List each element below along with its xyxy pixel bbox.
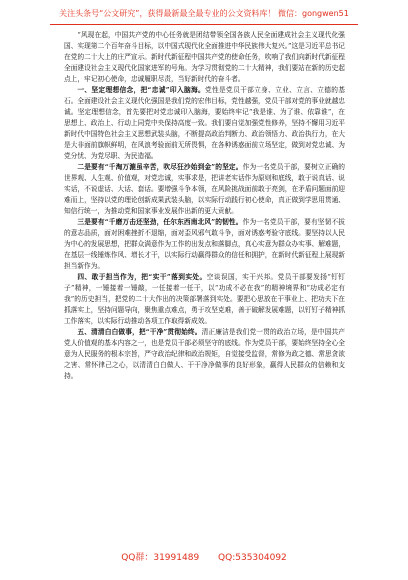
footer-qq: QQ:535304092 — [218, 553, 287, 563]
paragraph-section-5 — [64, 327, 345, 382]
paragraph-section-4 — [64, 272, 345, 327]
section-5-text: 清正廉洁是我们党一贯的政治立场，是中国共产党人价值观的基本内容之一，也是党员干部必须坚守的底线。作为党员干部，要始终坚持全心全意为人民服务的根本宗旨，严守政治纪律和政治规矩，自觉接受监督，常修为政之德、常思贪欲之害、常怀律己之心，以清清白白做人、干干净净做事的良好形象，赢得人民群众的信赖和支持。 — [64, 328, 345, 380]
section-3-heading: 三是要有“千磨万击还坚劲，任尔东西南北风”的韧性。 — [77, 218, 243, 226]
footer-qq-group: QQ群：31991489 — [121, 553, 200, 563]
footer-contact — [50, 551, 358, 565]
paragraph-section-2 — [64, 162, 345, 217]
section-2-heading: 二是要有“千淘万漉虽辛苦，吹尽狂沙始到金”的坚定。 — [77, 163, 243, 171]
section-2-text: 作为一名党员干部，要树立正确的世界观、人生观、价值观，对党忠诚，实事求是，把讲老实话作为原则和底线，敢于说真话、说实话，不说虚话、大话、套话。要增强斗争本领，在风险挑战面前敢于亮剑，在矛盾问题面前迎难而上，坚持以党的理论创新成果武装头脑，以实际行动践行初心使命，真正做到学思用贯通、知信行统一，为推动党和国家事业发展作出新的更大贡献。 — [64, 163, 345, 215]
paragraph-section-1 — [64, 85, 345, 162]
document-body — [64, 30, 345, 540]
paragraph-section-3 — [64, 217, 345, 272]
section-4-heading: 四、敢于担当作为，把“实干”落到实处。 — [77, 273, 207, 281]
section-1-text: 党性是党员干部立身、立业、立言、立德的基石。全面建设社会主义现代化强国是我们党的宏伟目标，党性越强，党员干部对党的事业就越忠诚。坚定理想信念，首先要把对党忠诚印入脑海，要始终牢记“我是谁、为了谁、依靠谁”，在思想上、政治上、行动上同党中央保持高度一致。我们要自觉加强党性修养，坚持不懈用习近平新时代中国特色社会主义思想武装头脑，不断提高政治判断力、政治领悟力、政治执行力，在大是大非面前旗帜鲜明，在风浪考验面前无所畏惧，在各种诱惑面前立场坚定，做到对党忠诚、为党分忧、为党尽职、为民造福。 — [64, 86, 345, 160]
section-3-text: 作为一名党员干部，要有坚韧不拔的意志品质，面对困难挫折不退缩，面对歪风邪气敢斗争，面对诱惑考验守底线。要坚持以人民为中心的发展思想，把群众满意作为工作的出发点和落脚点，真心实意为群众办实事、解难题，在基层一线锤炼作风、增长才干，以实际行动赢得群众的信任和拥护，在新时代新征程上展现新担当新作为。 — [64, 218, 345, 270]
paragraph-intro: “风现在起，中国共产党的中心任务就是团结带领全国各族人民全面建成社会主义现代化强国、实现第二个百年奋斗目标，以中国式现代化全面推进中华民族伟大复兴。”这是习近平总书记在党的二十大上的庄严宣示。新时代新征程中国共产党的使命任务，吹响了我们向新时代新征程全面建设社会主义现代化国家进军的号角。为学习贯彻党的二十大精神，我们要站在新的历史起点上，牢记初心使命，忠诚履职尽责，当好新时代的奋斗者。 — [64, 31, 345, 83]
section-4-text: 空谈误国，实干兴邦。党员干部要发扬“钉钉子”精神，一锤接着一锤敲，一任接着一任干，以“功成不必在我”的精神境界和“功成必定有我”的历史担当，把党的二十大作出的决策部署落到实处。要把心思放在干事业上、把功夫下在抓落实上，坚持问题导向，聚焦重点难点，勇于攻坚克难，善于破解发展难题，以钉钉子精神抓工作落实，以实际行动推动各项工作取得新成效。 — [64, 273, 345, 325]
header-divider — [50, 24, 358, 25]
header-banner: 关注头条号“公文研究”，获得最新最全最专业的公文资料库！ 微信：gongwen51 — [59, 9, 349, 18]
section-1-heading: 一、坚定理想信念，把“忠诚”印入脑海。 — [77, 86, 206, 94]
section-5-heading: 五、清清白白做事，把“干净”贯彻始终。 — [77, 328, 202, 336]
